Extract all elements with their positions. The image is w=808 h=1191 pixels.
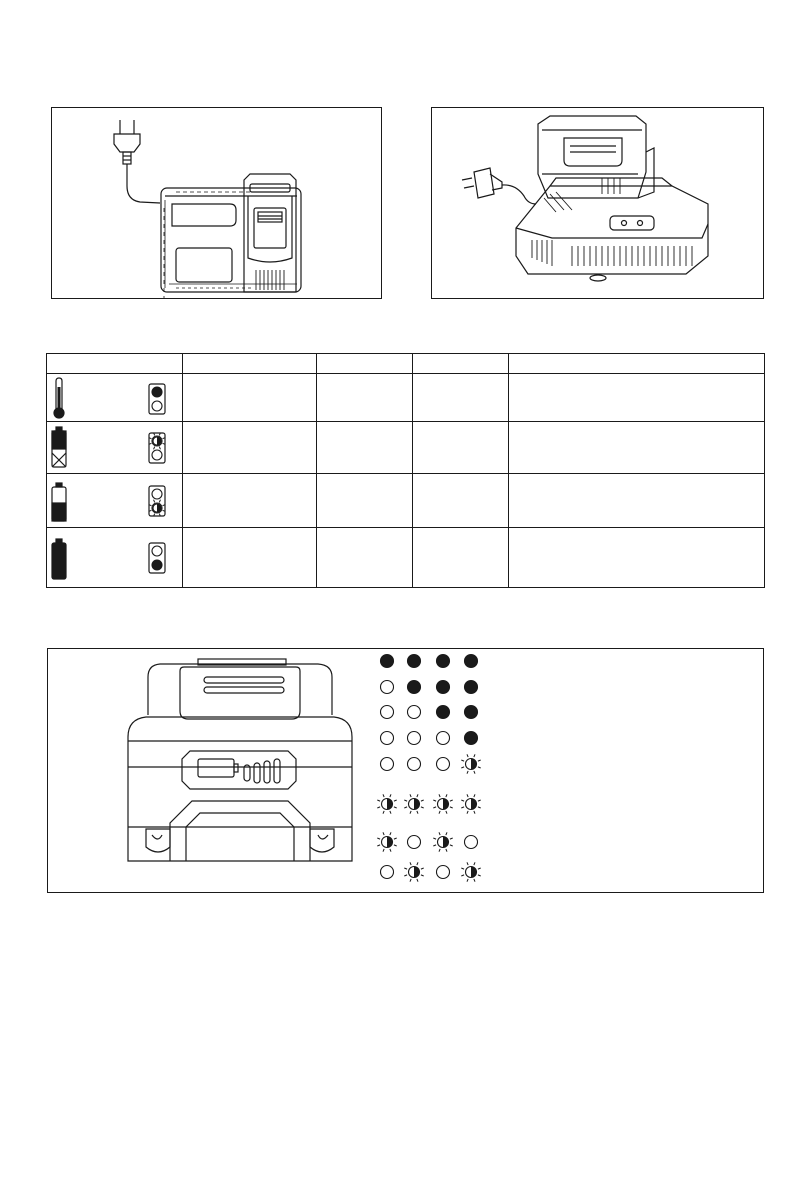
battery-pack-icon — [244, 174, 296, 292]
gauge-led-flashing — [404, 862, 423, 881]
table-cell — [183, 474, 317, 528]
gauge-led-flashing — [461, 754, 480, 773]
gauge-led-on — [437, 655, 450, 668]
table-cell — [317, 422, 413, 474]
led-flashing-icon — [149, 432, 166, 449]
fuel-gauge-button-icon — [182, 751, 296, 789]
header-cell — [413, 354, 509, 374]
charger-led-panel-icon — [149, 543, 165, 573]
gauge-led-off — [465, 836, 478, 849]
figure-charger-perspective-view — [431, 107, 764, 299]
gauge-led-flashing — [433, 832, 452, 851]
gauge-led-flashing — [404, 794, 423, 813]
table-header-row — [47, 354, 765, 374]
table-cell — [317, 528, 413, 588]
gauge-led-off — [408, 836, 421, 849]
table-cell — [509, 474, 765, 528]
plug-icon — [462, 168, 536, 204]
gauge-led-on — [465, 732, 478, 745]
led-top — [152, 546, 162, 556]
fuel-gauge-drawing — [48, 649, 763, 892]
gauge-led-off — [408, 706, 421, 719]
led-top — [152, 489, 162, 499]
gauge-led-flashing — [377, 794, 396, 813]
header-cell — [183, 354, 317, 374]
gauge-led-on — [408, 655, 421, 668]
charger-led-panel-icon — [149, 432, 166, 462]
header-cell — [317, 354, 413, 374]
thermometer-icon — [54, 378, 64, 418]
table-cell — [509, 528, 765, 588]
header-cell — [47, 354, 183, 374]
gauge-led-flashing — [461, 794, 480, 813]
charger-led-panel-icon — [149, 486, 166, 516]
charger-top-view-drawing — [52, 108, 381, 298]
power-cord — [127, 164, 160, 203]
charger-led-panel-icon — [149, 384, 165, 414]
table-cell — [413, 374, 509, 422]
charger-indicator-table — [46, 353, 765, 588]
gauge-led-flashing — [377, 832, 396, 851]
led-bottom — [152, 560, 162, 570]
gauge-led-off — [437, 866, 450, 879]
gauge-led-on — [437, 706, 450, 719]
gauge-led-on — [465, 655, 478, 668]
gauge-led-flashing — [433, 794, 452, 813]
gauge-led-on — [465, 681, 478, 694]
header-cell — [509, 354, 765, 374]
indicator-cell — [47, 528, 183, 588]
fuel-gauge-led-grid — [377, 655, 480, 882]
led-bottom — [152, 401, 162, 411]
table-cell — [183, 422, 317, 474]
table-cell — [413, 474, 509, 528]
table-row — [47, 422, 765, 474]
charger-icon — [516, 178, 708, 281]
table-cell — [509, 422, 765, 474]
table-row — [47, 374, 765, 422]
battery-full-icon — [52, 539, 66, 579]
battery-charging-icon — [52, 483, 66, 521]
table-cell — [317, 474, 413, 528]
charger-perspective-drawing — [432, 108, 763, 298]
gauge-led-off — [381, 758, 394, 771]
figure-battery-fuel-gauge — [47, 648, 764, 893]
gauge-led-on — [437, 681, 450, 694]
gauge-led-off — [381, 866, 394, 879]
led-flashing-icon — [149, 499, 166, 516]
led-bottom — [152, 450, 162, 460]
indicator-cell — [47, 474, 183, 528]
table-row — [47, 474, 765, 528]
battery-pack-front-icon — [128, 659, 352, 861]
gauge-led-off — [408, 758, 421, 771]
gauge-led-on — [408, 681, 421, 694]
table-cell — [509, 374, 765, 422]
gauge-led-off — [381, 706, 394, 719]
gauge-led-on — [465, 706, 478, 719]
table-row — [47, 528, 765, 588]
gauge-led-off — [437, 732, 450, 745]
led-top — [152, 387, 162, 397]
table-cell — [413, 528, 509, 588]
gauge-led-off — [437, 758, 450, 771]
gauge-led-flashing — [461, 862, 480, 881]
table-cell — [413, 422, 509, 474]
table-cell — [183, 374, 317, 422]
indicator-cell — [47, 374, 183, 422]
figure-charger-top-view — [51, 107, 382, 299]
battery-faulty-icon — [52, 427, 66, 467]
table-cell — [317, 374, 413, 422]
gauge-led-off — [408, 732, 421, 745]
gauge-led-off — [381, 681, 394, 694]
table-cell — [183, 528, 317, 588]
gauge-led-on — [381, 655, 394, 668]
euro-plug-icon — [114, 120, 140, 164]
gauge-led-off — [381, 732, 394, 745]
indicator-cell — [47, 422, 183, 474]
